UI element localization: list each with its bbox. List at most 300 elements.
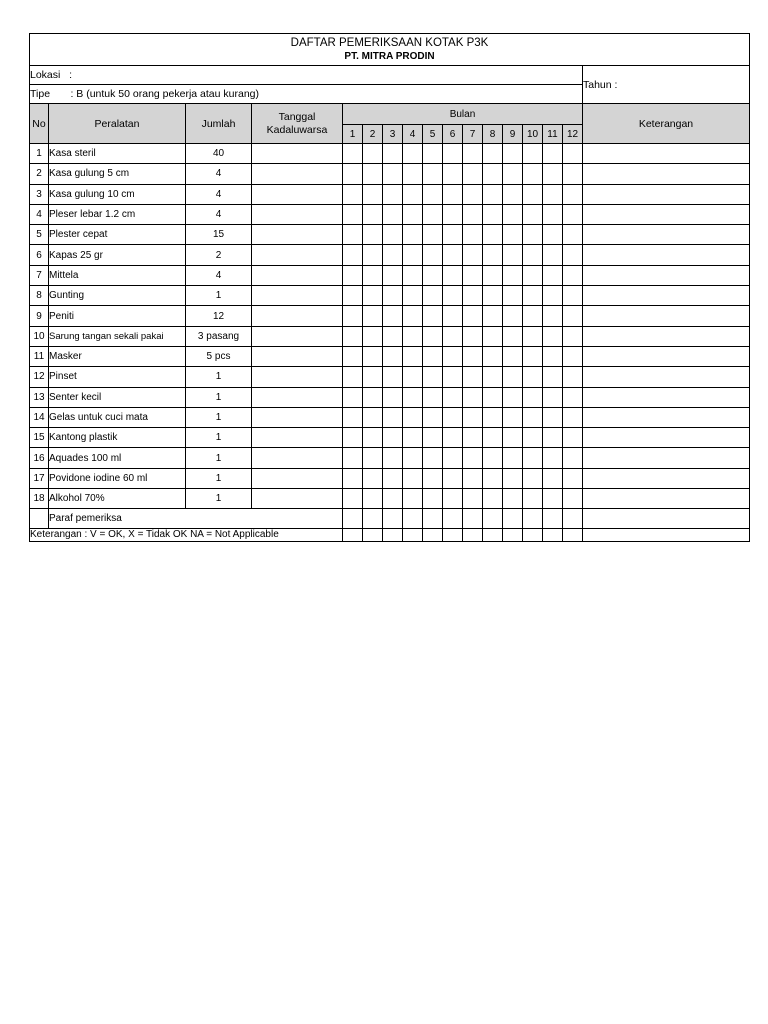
month-check-cell[interactable] bbox=[543, 306, 563, 326]
month-check-cell[interactable] bbox=[523, 286, 543, 306]
keterangan-cell[interactable] bbox=[583, 367, 750, 387]
keterangan-cell[interactable] bbox=[583, 448, 750, 468]
month-check-cell[interactable] bbox=[423, 204, 443, 224]
month-check-cell[interactable] bbox=[503, 387, 523, 407]
paraf-month-cell[interactable] bbox=[443, 509, 463, 529]
month-check-cell[interactable] bbox=[343, 144, 363, 164]
month-check-cell[interactable] bbox=[483, 265, 503, 285]
month-check-cell[interactable] bbox=[523, 306, 543, 326]
month-check-cell[interactable] bbox=[443, 286, 463, 306]
month-check-cell[interactable] bbox=[483, 184, 503, 204]
month-check-cell[interactable] bbox=[543, 225, 563, 245]
month-check-cell[interactable] bbox=[563, 468, 583, 488]
month-check-cell[interactable] bbox=[423, 144, 443, 164]
month-check-cell[interactable] bbox=[503, 164, 523, 184]
month-check-cell[interactable] bbox=[403, 286, 423, 306]
month-check-cell[interactable] bbox=[403, 468, 423, 488]
checklist-table bbox=[29, 33, 750, 542]
paraf-month-cell[interactable] bbox=[363, 509, 383, 529]
table-row bbox=[30, 225, 750, 245]
month-check-cell[interactable] bbox=[523, 448, 543, 468]
month-check-cell[interactable] bbox=[543, 387, 563, 407]
month-check-cell[interactable] bbox=[503, 144, 523, 164]
keterangan-cell[interactable] bbox=[583, 184, 750, 204]
month-check-cell[interactable] bbox=[403, 245, 423, 265]
item-number: 17 bbox=[30, 468, 49, 488]
month-check-cell[interactable] bbox=[523, 407, 543, 427]
month-check-cell[interactable] bbox=[523, 265, 543, 285]
month-check-cell[interactable] bbox=[463, 468, 483, 488]
keterangan-cell[interactable] bbox=[583, 225, 750, 245]
lokasi-field[interactable]: Lokasi : bbox=[30, 66, 583, 85]
paraf-month-cell[interactable] bbox=[423, 509, 443, 529]
month-check-cell[interactable] bbox=[423, 184, 443, 204]
month-header: 3 bbox=[383, 125, 403, 144]
month-check-cell[interactable] bbox=[523, 326, 543, 346]
month-check-cell[interactable] bbox=[523, 489, 543, 509]
month-check-cell[interactable] bbox=[403, 225, 423, 245]
month-check-cell[interactable] bbox=[443, 489, 463, 509]
keterangan-cell[interactable] bbox=[583, 306, 750, 326]
month-check-cell[interactable] bbox=[343, 164, 363, 184]
month-check-cell[interactable] bbox=[503, 286, 523, 306]
month-check-cell[interactable] bbox=[443, 387, 463, 407]
month-check-cell[interactable] bbox=[543, 489, 563, 509]
column-header-keterangan: Keterangan bbox=[583, 104, 750, 144]
month-check-cell[interactable] bbox=[523, 144, 543, 164]
item-quantity: 12 bbox=[186, 306, 252, 326]
month-check-cell[interactable] bbox=[503, 407, 523, 427]
month-check-cell[interactable] bbox=[483, 428, 503, 448]
month-check-cell[interactable] bbox=[543, 164, 563, 184]
month-check-cell[interactable] bbox=[363, 164, 383, 184]
paraf-month-cell[interactable] bbox=[463, 509, 483, 529]
month-check-cell[interactable] bbox=[403, 428, 423, 448]
month-check-cell[interactable] bbox=[463, 286, 483, 306]
month-check-cell[interactable] bbox=[463, 448, 483, 468]
month-check-cell[interactable] bbox=[503, 184, 523, 204]
month-check-cell[interactable] bbox=[563, 428, 583, 448]
month-check-cell[interactable] bbox=[543, 428, 563, 448]
month-check-cell[interactable] bbox=[383, 489, 403, 509]
month-check-cell[interactable] bbox=[543, 245, 563, 265]
month-check-cell[interactable] bbox=[423, 367, 443, 387]
title-block bbox=[30, 34, 750, 66]
keterangan-cell[interactable] bbox=[583, 326, 750, 346]
keterangan-cell[interactable] bbox=[583, 144, 750, 164]
month-check-cell[interactable] bbox=[343, 489, 363, 509]
month-check-cell[interactable] bbox=[543, 204, 563, 224]
expiry-date-cell[interactable] bbox=[252, 164, 343, 184]
expiry-date-cell[interactable] bbox=[252, 184, 343, 204]
month-check-cell[interactable] bbox=[423, 387, 443, 407]
month-check-cell[interactable] bbox=[503, 448, 523, 468]
month-check-cell[interactable] bbox=[523, 468, 543, 488]
month-check-cell[interactable] bbox=[563, 204, 583, 224]
month-check-cell[interactable] bbox=[343, 448, 363, 468]
month-check-cell[interactable] bbox=[503, 204, 523, 224]
month-check-cell[interactable] bbox=[423, 286, 443, 306]
month-check-cell[interactable] bbox=[503, 225, 523, 245]
keterangan-cell[interactable] bbox=[583, 265, 750, 285]
month-check-cell[interactable] bbox=[563, 286, 583, 306]
month-check-cell[interactable] bbox=[383, 407, 403, 427]
month-check-cell[interactable] bbox=[463, 265, 483, 285]
month-check-cell[interactable] bbox=[363, 225, 383, 245]
expiry-date-cell[interactable] bbox=[252, 448, 343, 468]
month-check-cell[interactable] bbox=[483, 306, 503, 326]
month-check-cell[interactable] bbox=[343, 245, 363, 265]
month-check-cell[interactable] bbox=[543, 407, 563, 427]
month-check-cell[interactable] bbox=[403, 265, 423, 285]
month-check-cell[interactable] bbox=[343, 367, 363, 387]
item-number: 2 bbox=[30, 164, 49, 184]
expiry-date-cell[interactable] bbox=[252, 286, 343, 306]
month-check-cell[interactable] bbox=[503, 367, 523, 387]
expiry-date-cell[interactable] bbox=[252, 265, 343, 285]
expiry-date-cell[interactable] bbox=[252, 428, 343, 448]
month-check-cell[interactable] bbox=[503, 265, 523, 285]
month-check-cell[interactable] bbox=[403, 387, 423, 407]
month-check-cell[interactable] bbox=[463, 407, 483, 427]
item-number: 6 bbox=[30, 245, 49, 265]
month-check-cell[interactable] bbox=[363, 204, 383, 224]
month-check-cell[interactable] bbox=[503, 346, 523, 366]
month-check-cell[interactable] bbox=[343, 225, 363, 245]
month-check-cell[interactable] bbox=[423, 407, 443, 427]
month-check-cell[interactable] bbox=[403, 489, 423, 509]
paraf-month-cell[interactable] bbox=[343, 509, 363, 529]
month-check-cell[interactable] bbox=[463, 387, 483, 407]
month-check-cell[interactable] bbox=[383, 326, 403, 346]
month-check-cell[interactable] bbox=[563, 184, 583, 204]
month-check-cell[interactable] bbox=[443, 204, 463, 224]
month-check-cell[interactable] bbox=[363, 326, 383, 346]
month-check-cell[interactable] bbox=[403, 184, 423, 204]
month-check-cell[interactable] bbox=[563, 265, 583, 285]
month-check-cell[interactable] bbox=[383, 346, 403, 366]
keterangan-cell[interactable] bbox=[583, 407, 750, 427]
paraf-keterangan-cell[interactable] bbox=[583, 509, 750, 529]
keterangan-cell[interactable] bbox=[583, 245, 750, 265]
keterangan-cell[interactable] bbox=[583, 428, 750, 448]
month-check-cell[interactable] bbox=[563, 144, 583, 164]
table-row bbox=[30, 144, 750, 164]
month-check-cell[interactable] bbox=[383, 387, 403, 407]
expiry-date-cell[interactable] bbox=[252, 225, 343, 245]
month-check-cell[interactable] bbox=[543, 367, 563, 387]
month-check-cell[interactable] bbox=[483, 346, 503, 366]
month-check-cell[interactable] bbox=[423, 468, 443, 488]
month-check-cell[interactable] bbox=[503, 326, 523, 346]
paraf-month-cell[interactable] bbox=[483, 509, 503, 529]
paraf-month-cell[interactable] bbox=[543, 509, 563, 529]
paraf-month-cell[interactable] bbox=[403, 509, 423, 529]
tahun-field[interactable]: Tahun : bbox=[583, 66, 750, 104]
month-check-cell[interactable] bbox=[543, 265, 563, 285]
month-check-cell[interactable] bbox=[403, 144, 423, 164]
month-check-cell[interactable] bbox=[423, 448, 443, 468]
month-check-cell[interactable] bbox=[483, 204, 503, 224]
month-check-cell[interactable] bbox=[563, 489, 583, 509]
month-check-cell[interactable] bbox=[523, 164, 543, 184]
month-check-cell[interactable] bbox=[543, 326, 563, 346]
month-check-cell[interactable] bbox=[483, 286, 503, 306]
month-check-cell[interactable] bbox=[463, 326, 483, 346]
month-check-cell[interactable] bbox=[563, 387, 583, 407]
expiry-date-cell[interactable] bbox=[252, 367, 343, 387]
month-check-cell[interactable] bbox=[543, 286, 563, 306]
item-name: Kasa steril bbox=[49, 144, 186, 164]
month-check-cell[interactable] bbox=[383, 204, 403, 224]
keterangan-cell[interactable] bbox=[583, 346, 750, 366]
month-check-cell[interactable] bbox=[563, 448, 583, 468]
month-check-cell[interactable] bbox=[443, 407, 463, 427]
item-quantity: 1 bbox=[186, 489, 252, 509]
month-check-cell[interactable] bbox=[443, 468, 463, 488]
item-name: Pinset bbox=[49, 367, 186, 387]
month-check-cell[interactable] bbox=[423, 326, 443, 346]
month-check-cell[interactable] bbox=[443, 265, 463, 285]
month-check-cell[interactable] bbox=[423, 265, 443, 285]
month-check-cell[interactable] bbox=[443, 144, 463, 164]
month-check-cell[interactable] bbox=[363, 468, 383, 488]
month-check-cell[interactable] bbox=[503, 245, 523, 265]
item-name: Pleser lebar 1.2 cm bbox=[49, 204, 186, 224]
keterangan-cell[interactable] bbox=[583, 468, 750, 488]
month-check-cell[interactable] bbox=[423, 489, 443, 509]
month-check-cell[interactable] bbox=[383, 286, 403, 306]
month-check-cell[interactable] bbox=[383, 306, 403, 326]
legend-month-cell bbox=[463, 529, 483, 542]
month-check-cell[interactable] bbox=[383, 367, 403, 387]
month-check-cell[interactable] bbox=[403, 306, 423, 326]
month-check-cell[interactable] bbox=[343, 387, 363, 407]
month-check-cell[interactable] bbox=[423, 225, 443, 245]
month-check-cell[interactable] bbox=[343, 407, 363, 427]
paraf-label: Paraf pemeriksa bbox=[49, 509, 343, 529]
month-check-cell[interactable] bbox=[403, 164, 423, 184]
month-check-cell[interactable] bbox=[543, 468, 563, 488]
month-check-cell[interactable] bbox=[463, 489, 483, 509]
month-check-cell[interactable] bbox=[563, 225, 583, 245]
month-check-cell[interactable] bbox=[563, 164, 583, 184]
month-header: 12 bbox=[563, 125, 583, 144]
month-check-cell[interactable] bbox=[523, 184, 543, 204]
month-check-cell[interactable] bbox=[503, 468, 523, 488]
month-check-cell[interactable] bbox=[563, 367, 583, 387]
item-quantity: 1 bbox=[186, 286, 252, 306]
month-check-cell[interactable] bbox=[363, 407, 383, 427]
month-check-cell[interactable] bbox=[503, 428, 523, 448]
column-header-tanggal: Tanggal Kadaluwarsa bbox=[252, 104, 343, 144]
expiry-date-cell[interactable] bbox=[252, 245, 343, 265]
expiry-date-cell[interactable] bbox=[252, 407, 343, 427]
month-check-cell[interactable] bbox=[543, 144, 563, 164]
month-check-cell[interactable] bbox=[503, 306, 523, 326]
month-check-cell[interactable] bbox=[383, 428, 403, 448]
keterangan-cell[interactable] bbox=[583, 164, 750, 184]
month-check-cell[interactable] bbox=[563, 407, 583, 427]
expiry-date-cell[interactable] bbox=[252, 468, 343, 488]
month-check-cell[interactable] bbox=[523, 245, 543, 265]
month-check-cell[interactable] bbox=[383, 448, 403, 468]
month-check-cell[interactable] bbox=[383, 184, 403, 204]
expiry-date-cell[interactable] bbox=[252, 489, 343, 509]
month-check-cell[interactable] bbox=[463, 225, 483, 245]
month-check-cell[interactable] bbox=[363, 346, 383, 366]
month-check-cell[interactable] bbox=[483, 489, 503, 509]
month-check-cell[interactable] bbox=[363, 428, 383, 448]
month-check-cell[interactable] bbox=[443, 428, 463, 448]
month-check-cell[interactable] bbox=[363, 489, 383, 509]
month-check-cell[interactable] bbox=[383, 225, 403, 245]
item-quantity: 4 bbox=[186, 204, 252, 224]
expiry-date-cell[interactable] bbox=[252, 387, 343, 407]
table-row bbox=[30, 428, 750, 448]
month-check-cell[interactable] bbox=[463, 245, 483, 265]
month-check-cell[interactable] bbox=[343, 326, 363, 346]
month-check-cell[interactable] bbox=[403, 367, 423, 387]
month-check-cell[interactable] bbox=[523, 204, 543, 224]
month-check-cell[interactable] bbox=[363, 184, 383, 204]
month-check-cell[interactable] bbox=[483, 326, 503, 346]
month-check-cell[interactable] bbox=[363, 286, 383, 306]
legend-month-cell bbox=[443, 529, 463, 542]
month-check-cell[interactable] bbox=[423, 306, 443, 326]
month-check-cell[interactable] bbox=[443, 448, 463, 468]
keterangan-cell[interactable] bbox=[583, 286, 750, 306]
month-check-cell[interactable] bbox=[403, 448, 423, 468]
month-check-cell[interactable] bbox=[363, 448, 383, 468]
month-check-cell[interactable] bbox=[443, 326, 463, 346]
item-name: Mittela bbox=[49, 265, 186, 285]
month-check-cell[interactable] bbox=[363, 265, 383, 285]
keterangan-cell[interactable] bbox=[583, 204, 750, 224]
month-check-cell[interactable] bbox=[563, 245, 583, 265]
month-check-cell[interactable] bbox=[343, 184, 363, 204]
month-check-cell[interactable] bbox=[483, 387, 503, 407]
paraf-month-cell[interactable] bbox=[383, 509, 403, 529]
month-check-cell[interactable] bbox=[343, 346, 363, 366]
month-check-cell[interactable] bbox=[363, 367, 383, 387]
month-header: 4 bbox=[403, 125, 423, 144]
month-check-cell[interactable] bbox=[343, 428, 363, 448]
month-check-cell[interactable] bbox=[543, 448, 563, 468]
month-check-cell[interactable] bbox=[383, 164, 403, 184]
month-check-cell[interactable] bbox=[423, 428, 443, 448]
month-check-cell[interactable] bbox=[463, 184, 483, 204]
month-check-cell[interactable] bbox=[543, 184, 563, 204]
month-header: 8 bbox=[483, 125, 503, 144]
month-check-cell[interactable] bbox=[463, 164, 483, 184]
month-check-cell[interactable] bbox=[503, 489, 523, 509]
month-check-cell[interactable] bbox=[383, 245, 403, 265]
item-number: 12 bbox=[30, 367, 49, 387]
month-check-cell[interactable] bbox=[483, 448, 503, 468]
month-check-cell[interactable] bbox=[483, 407, 503, 427]
month-check-cell[interactable] bbox=[483, 367, 503, 387]
month-check-cell[interactable] bbox=[443, 225, 463, 245]
month-check-cell[interactable] bbox=[443, 306, 463, 326]
legend-month-cell bbox=[423, 529, 443, 542]
month-check-cell[interactable] bbox=[383, 468, 403, 488]
month-check-cell[interactable] bbox=[563, 306, 583, 326]
month-check-cell[interactable] bbox=[423, 245, 443, 265]
legend-month-cell bbox=[363, 529, 383, 542]
month-check-cell[interactable] bbox=[363, 306, 383, 326]
month-check-cell[interactable] bbox=[343, 204, 363, 224]
month-check-cell[interactable] bbox=[363, 245, 383, 265]
month-check-cell[interactable] bbox=[363, 387, 383, 407]
month-check-cell[interactable] bbox=[383, 265, 403, 285]
item-name: Senter kecil bbox=[49, 387, 186, 407]
month-check-cell[interactable] bbox=[403, 326, 423, 346]
month-check-cell[interactable] bbox=[423, 164, 443, 184]
month-check-cell[interactable] bbox=[523, 387, 543, 407]
month-check-cell[interactable] bbox=[463, 306, 483, 326]
paraf-month-cell[interactable] bbox=[563, 509, 583, 529]
month-check-cell[interactable] bbox=[463, 144, 483, 164]
month-check-cell[interactable] bbox=[343, 306, 363, 326]
month-check-cell[interactable] bbox=[483, 225, 503, 245]
month-check-cell[interactable] bbox=[403, 204, 423, 224]
paraf-month-cell[interactable] bbox=[523, 509, 543, 529]
month-check-cell[interactable] bbox=[463, 428, 483, 448]
month-check-cell[interactable] bbox=[523, 428, 543, 448]
table-row bbox=[30, 326, 750, 346]
item-number: 9 bbox=[30, 306, 49, 326]
month-check-cell[interactable] bbox=[483, 468, 503, 488]
month-check-cell[interactable] bbox=[443, 367, 463, 387]
month-check-cell[interactable] bbox=[363, 144, 383, 164]
month-check-cell[interactable] bbox=[543, 346, 563, 366]
table-row bbox=[30, 346, 750, 366]
month-check-cell[interactable] bbox=[343, 265, 363, 285]
month-check-cell[interactable] bbox=[523, 225, 543, 245]
paraf-month-cell[interactable] bbox=[503, 509, 523, 529]
month-check-cell[interactable] bbox=[463, 204, 483, 224]
expiry-date-cell[interactable] bbox=[252, 306, 343, 326]
month-check-cell[interactable] bbox=[443, 346, 463, 366]
month-check-cell[interactable] bbox=[343, 468, 363, 488]
expiry-date-cell[interactable] bbox=[252, 326, 343, 346]
keterangan-cell[interactable] bbox=[583, 387, 750, 407]
expiry-date-cell[interactable] bbox=[252, 346, 343, 366]
month-check-cell[interactable] bbox=[403, 407, 423, 427]
expiry-date-cell[interactable] bbox=[252, 204, 343, 224]
month-check-cell[interactable] bbox=[463, 346, 483, 366]
month-check-cell[interactable] bbox=[483, 245, 503, 265]
month-check-cell[interactable] bbox=[483, 144, 503, 164]
month-check-cell[interactable] bbox=[563, 346, 583, 366]
month-check-cell[interactable] bbox=[523, 367, 543, 387]
month-check-cell[interactable] bbox=[483, 164, 503, 184]
month-check-cell[interactable] bbox=[423, 346, 443, 366]
month-check-cell[interactable] bbox=[383, 144, 403, 164]
month-check-cell[interactable] bbox=[443, 164, 463, 184]
keterangan-cell[interactable] bbox=[583, 489, 750, 509]
month-check-cell[interactable] bbox=[443, 245, 463, 265]
month-check-cell[interactable] bbox=[563, 326, 583, 346]
legend-month-cell bbox=[503, 529, 523, 542]
month-check-cell[interactable] bbox=[343, 286, 363, 306]
month-check-cell[interactable] bbox=[403, 346, 423, 366]
month-check-cell[interactable] bbox=[443, 184, 463, 204]
month-check-cell[interactable] bbox=[523, 346, 543, 366]
expiry-date-cell[interactable] bbox=[252, 144, 343, 164]
month-check-cell[interactable] bbox=[463, 367, 483, 387]
